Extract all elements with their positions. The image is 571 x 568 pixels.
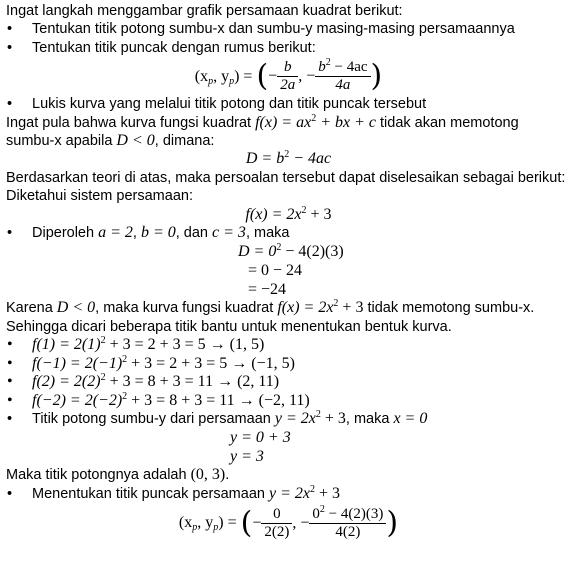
coefficients-bullet: • Diperoleh a = 2, b = 0, dan c = 3, maka bbox=[6, 224, 571, 242]
y-calc-1: y = 0 + 3 bbox=[230, 429, 291, 447]
discriminant-calc-1: $D = 0^2 - 4(2)(3)$ bbox=[238, 242, 344, 261]
conclusion-line: Karena D < 0, maka kurva fungsi kuadrat $f(x) = 2x^2 + 3$ tidak memotong sumbu-x. bbox=[6, 298, 535, 317]
y-intercept-bullet: • Titik potong sumbu-y dari persamaan $y = 2x^2 + 3$, maka x = 0 bbox=[6, 410, 571, 428]
step-bullet-3: • Lukis kurva yang melalui titik potong dan titik puncak tersebut bbox=[6, 95, 571, 113]
intercept-line: Maka titik potongnya adalah (0, 3). bbox=[6, 466, 230, 484]
step-bullet-1: • Tentukan titik potong sumbu-x dan sumbu-y masing-masing persamaannya bbox=[6, 20, 571, 38]
discriminant-formula: $D = b^2 - 4ac$ bbox=[245, 149, 332, 168]
solution-intro: Berdasarkan teori di atas, maka persoalan tersebut dapat diselesaikan sebagai berikut: bbox=[6, 169, 566, 186]
known-system: Diketahui sistem persamaan: bbox=[6, 188, 193, 205]
discriminant-calc-3: = −24 bbox=[248, 281, 287, 299]
vertex-bullet: • Menentukan titik puncak persamaan $y = 2x^2 + 3$ bbox=[6, 485, 571, 503]
vertex-calc: ($x_p$, $y_p$) = (− $\frac{0}{2(2)}$ , − $\frac{0^2 - 4(2)(3)}{4(2)}$ ) bbox=[178, 504, 399, 541]
point-bullet-3: • $f(2) = 2(2)^2 + 3 = 8 + 3 = 11 \to (2$, 11) bbox=[6, 373, 571, 391]
y-calc-2: y = 3 bbox=[230, 448, 264, 466]
helper-points-line: Sehingga dicari beberapa titik bantu untuk menentukan bentuk kurva. bbox=[6, 318, 452, 335]
theory-line-1: Ingat pula bahwa kurva fungsi kuadrat $f(x) = ax^2$ + bx + c tidak akan memotong bbox=[6, 112, 519, 131]
point-bullet-4: • $f(-2) = 2(-2)^2 + 3 = 8 + 3 = 11 \to (-2$, 11) bbox=[6, 392, 571, 410]
point-bullet-2: • $f(-1) = 2(-1)^2 + 3 = 2 + 3 = 5 \to (-1$, 5) bbox=[6, 355, 571, 373]
step-bullet-2: • Tentukan titik puncak dengan rumus berikut: bbox=[6, 39, 571, 57]
discriminant-calc-2: = 0 − 24 bbox=[248, 262, 303, 280]
given-function: $f(x) = 2x^2 + 3$ bbox=[245, 204, 332, 223]
theory-line-2: sumbu-x apabila D < 0, dimana: bbox=[6, 132, 215, 150]
point-bullet-1: • $f(1) = 2(1)^2 + 3 = 2 + 3 = 5 \to (1$, 5) bbox=[6, 336, 571, 354]
vertex-formula: ($x_p$, $y_p$) = (− $\frac{b}{2a}$ , − $\frac{b^2 - 4ac}{4a}$ ) bbox=[194, 57, 383, 94]
intro-line: Ingat langkah menggambar grafik persamaan kuadrat berikut: bbox=[6, 3, 403, 19]
